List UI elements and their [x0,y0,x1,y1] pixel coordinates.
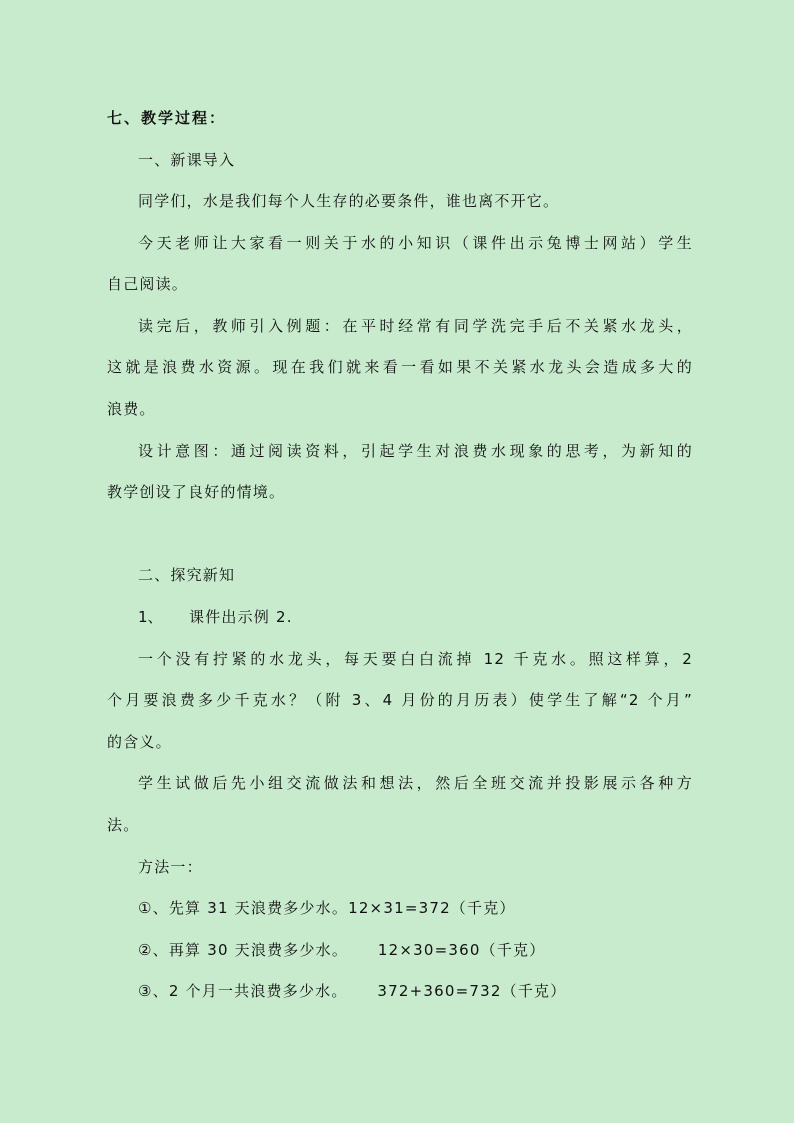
calculation-step: ②、再算 30 天浪费多少水。 12×30=360（千克） [138,941,546,959]
calculation-step: ③、2 个月一共浪费多少水。 372+360=732（千克） [138,982,567,1000]
paragraph-line: 读完后，教师引入例题：在平时经常有同学洗完手后不关紧水龙头， [138,317,693,335]
paragraph-line: 的含义。 [107,733,172,751]
paragraph-line: 学生试做后先小组交流做法和想法，然后全班交流并投影展示各种方 [138,774,693,792]
paragraph-line: 同学们，水是我们每个人生存的必要条件，谁也离不开它。 [138,192,560,210]
list-number: 1、 [138,608,163,626]
paragraph-line: 设计意图：通过阅读资料，引起学生对浪费水现象的思考，为新知的 [138,442,693,460]
paragraph-line: 自己阅读。 [107,275,189,293]
paragraph-line: 一个没有拧紧的水龙头，每天要白白流掉 12 千克水。照这样算，2 [138,650,693,668]
paragraph-line: 法。 [107,816,140,834]
paragraph-line: 个月要浪费多少千克水？（附 3、4 月份的月历表）使学生了解“2 个月” [107,691,693,709]
subsection-title-intro: 一、新课导入 [138,151,236,169]
paragraph-line: 这就是浪费水资源。现在我们就来看一看如果不关紧水龙头会造成多大的 [107,358,693,376]
subsection-title-explore: 二、探究新知 [138,566,236,584]
paragraph-line: 教学创设了良好的情境。 [107,483,286,501]
section-heading: 七、教学过程： [107,109,227,127]
paragraph-line: 今天老师让大家看一则关于水的小知识（课件出示兔博士网站）学生 [138,234,693,252]
list-item-text: 课件出示例 2. [189,608,293,626]
method-title: 方法一： [138,858,203,876]
paragraph-line: 浪费。 [107,400,156,418]
calculation-step: ①、先算 31 天浪费多少水。12×31=372（千克） [138,899,516,917]
